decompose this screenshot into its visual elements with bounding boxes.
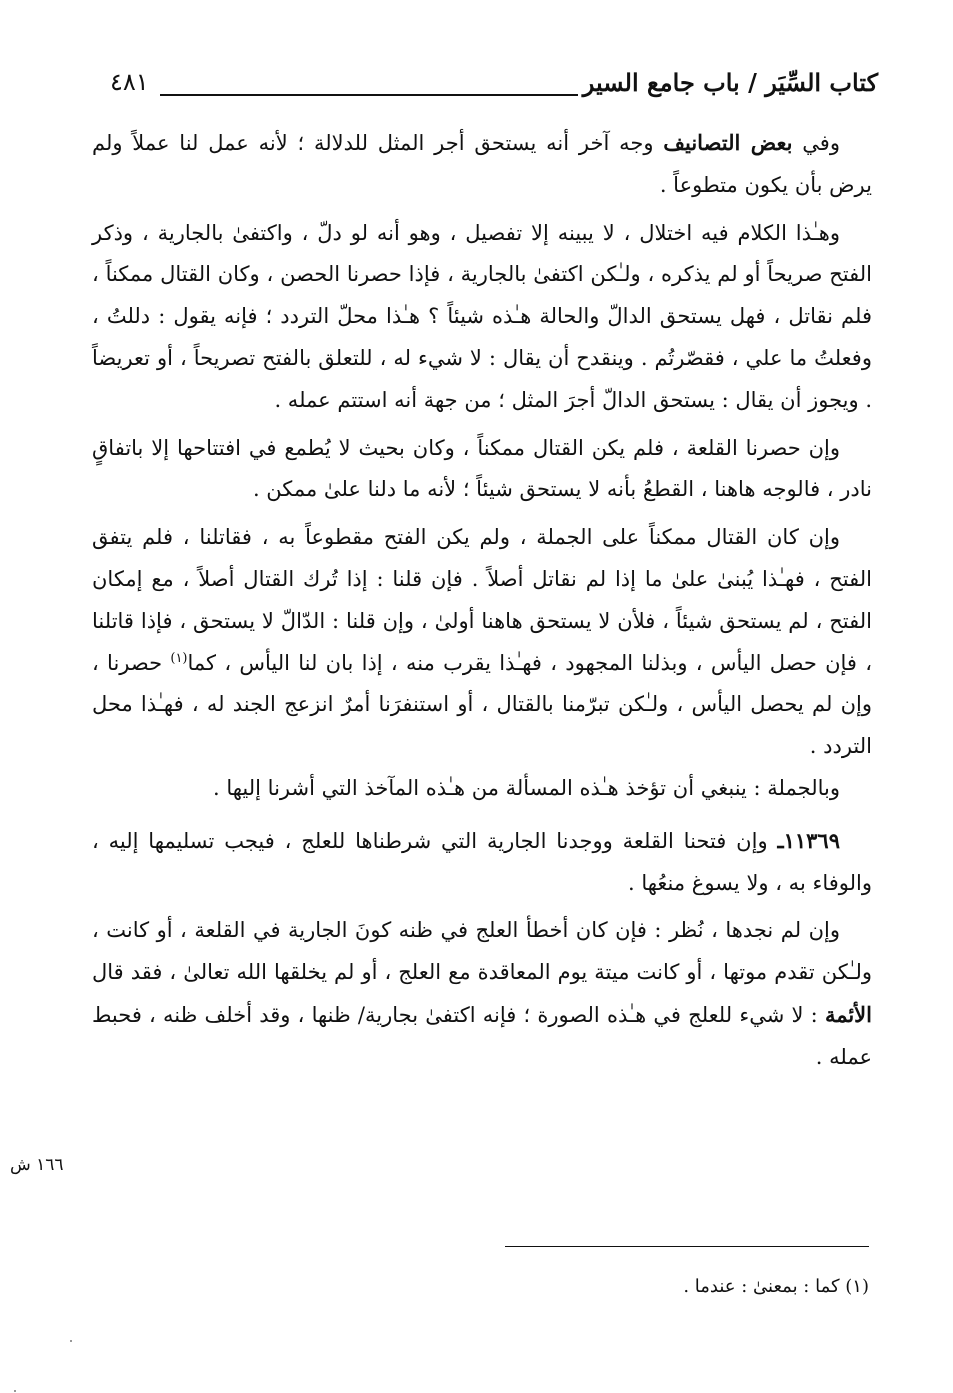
footnote-reference[interactable]: (١) [170,650,188,666]
footnote-rule [505,1246,869,1247]
bold-term: بعض التصانيف [663,130,793,155]
page-number: ٤٨١ [110,68,149,96]
main-text [92,122,872,1079]
running-title: كتاب السِّيَر / باب جامع السير [582,68,878,97]
issue-number: ١١٣٦٩ـ [777,827,840,853]
paragraph: وبالجملة : ينبغي أن تؤخذ هـٰذه المسألة من هـٰذه المآخذ التي أشرنا إليها . [213,775,840,800]
header-rule [160,94,578,96]
paragraph: وهـٰذا الكلام فيه اختلال ، لا يبينه إلا تفصيل ، وهو أنه لو دلّ ، واكتفىٰ بالجارية ، وذكر الفتح صريحاً أو لم يذكره ، ولـٰكن اكتفىٰ بالجارية ، فإذا حصرنا الحصن ، وكان القتال ممكناً ، فلم نقاتل ، فهل يستحق الدالّ والحالة هـٰذه شيئاً ؟ هـٰذا محلّ التردد ؛ فإنه يقول : دللتُ ، وفعلتُ ما علي ، فقصّرتُم . وينقدح أن يقال : لا شيء له ، للتعلق بالفتح تصريحاً ، أو تعريضاً . ويجوز أن يقال : يستحق الدالّ أجرَ المثل ؛ من جهة أنه استتم عمله . [92,220,872,412]
paragraph: وإن كان القتال ممكناً على الجملة ، ولم يكن الفتح مقطوعاً به ، فقاتلنا ، فلم يتفق الفتح ، فهـٰذا يُبنىٰ علىٰ ما إذا لم نقاتل أصلاً . فإن قلنا : إذا تُرك القتال أصلاً ، مع إمكان الفتح ، لم يستحق شيئاً ، فلأن لا يستحق هاهنا أولىٰ ، وإن قلنا : الدّالّ لا يستحق ، فإذا قاتلنا ، فإن حصل اليأس ، وبذلنا المجهود ، فهـٰذا يقرب منه ، إذا بان لنا اليأس ، كما$^{(١)}$ حصرنا ، وإن لم يحصل اليأس ، ولـٰكن تبرّمنا بالقتال ، أو استنفرَنا أمرٌ انزعج الجند له ، فهـٰذا محل التردد . [92,525,872,759]
paragraph: وإن حصرنا القلعة ، فلم يكن القتال ممكناً ، وكان بحيث لا يُطمع في افتتاحها إلا باتفاقٍ نادر ، فالوجه هاهنا ، القطعُ بأنه لا يستحق شيئاً ؛ لأنه ما دلنا علىٰ ممكن . [92,435,872,502]
scan-speck [70,1340,72,1342]
page-header [90,68,878,108]
paragraph: وإن لم نجدها ، نُظر : فإن كان أخطأ العلج في ظنه كونَ الجارية في القلعة ، أو كانت ، ولـٰكن تقدم موتها ، أو كانت ميتة يوم المعاقدة مع العلج ، أو لم يخلقها الله تعالىٰ ، فقد قال الأئمة : لا شيء للعلج في هـٰذه الصورة ؛ فإنه اكتفىٰ بجارية/ ظنها ، وقد أخلف ظنه ، فحبط عمله . [92,918,872,1069]
scan-speck [14,1390,16,1392]
paragraph: وفي بعض التصانيف وجه آخر أنه يستحق أجر المثل للدلالة ؛ لأنه عمل لنا عملاً ولم يرض بأن يكون متطوعاً . [92,130,872,197]
bold-term: الأئمة [824,1001,872,1027]
paragraph-numbered: ١١٣٦٩ـ وإن فتحنا القلعة ووجدنا الجارية التي شرطناها للعلج ، فيجب تسليمها إليه ، والوفاء به ، ولا يسوغ منعُها . [92,827,872,895]
footnote: (١) كما : بمعنىٰ : عندما . [683,1276,869,1297]
margin-note: ١٦٦ ش [10,1155,64,1175]
